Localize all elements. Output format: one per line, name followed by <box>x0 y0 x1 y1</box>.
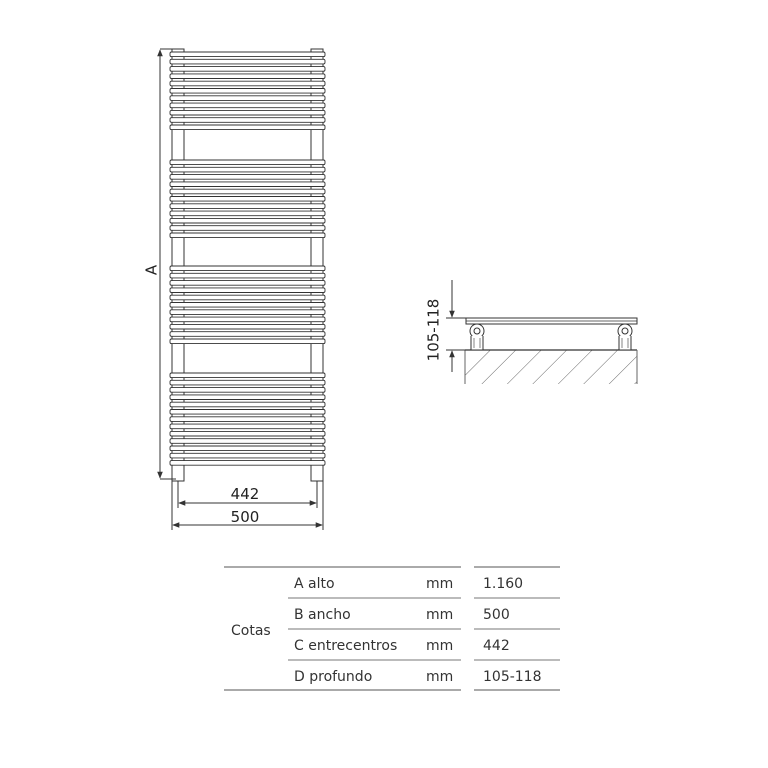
radiator-bar <box>170 59 325 64</box>
spec-unit-profundo: mm <box>426 669 454 685</box>
radiator-bar <box>170 388 325 393</box>
spec-unit-ancho: mm <box>426 607 454 623</box>
radiator-bar <box>170 233 325 238</box>
spec-value-alto: 1.160 <box>483 576 524 592</box>
radiator-bar <box>170 395 325 400</box>
width-dimensions <box>172 481 323 530</box>
spec-value-profundo: 105-118 <box>483 669 542 685</box>
radiator-bar <box>170 266 325 271</box>
radiator-bar <box>170 74 325 79</box>
depth-label: 105-118 <box>424 298 443 362</box>
height-label: A <box>142 264 161 276</box>
radiator-bar <box>170 182 325 187</box>
outer-width-label: 500 <box>230 508 260 526</box>
radiator-bar <box>170 439 325 444</box>
radiator-bar <box>170 417 325 422</box>
depth-dimension <box>425 280 467 372</box>
radiator-bar <box>170 332 325 337</box>
radiator-bar <box>170 204 325 209</box>
radiator-bar <box>170 339 325 344</box>
radiator-bar <box>170 189 325 194</box>
radiator-bar <box>170 96 325 101</box>
radiator-bar <box>170 446 325 451</box>
radiator-bar <box>170 453 325 458</box>
radiator-side-view <box>425 280 638 384</box>
radiator-bar <box>170 218 325 223</box>
radiator-bar <box>170 461 325 466</box>
spec-label-entrecentros: C entrecentros <box>294 638 398 654</box>
spec-unit-alto: mm <box>426 576 454 592</box>
spec-label-alto: A alto <box>294 576 335 592</box>
radiator-bar <box>170 160 325 165</box>
wall-hatch <box>465 350 637 384</box>
spec-unit-entrecentros: mm <box>426 638 454 654</box>
inner-width-label: 442 <box>230 485 260 503</box>
right-wall-bracket <box>618 324 632 350</box>
radiator-bar <box>170 125 325 130</box>
radiator-bar <box>170 324 325 329</box>
radiator-bar <box>170 431 325 436</box>
radiator-bars <box>170 52 325 465</box>
radiator-bar <box>170 402 325 407</box>
radiator-bar <box>170 310 325 315</box>
radiator-bar <box>170 67 325 72</box>
radiator-bar <box>170 110 325 115</box>
radiator-bar <box>170 211 325 216</box>
spec-value-entrecentros: 442 <box>483 638 510 654</box>
radiator-bar <box>170 380 325 385</box>
spec-label-ancho: B ancho <box>294 607 351 623</box>
spec-value-ancho: 500 <box>483 607 510 623</box>
spec-label-profundo: D profundo <box>294 669 373 685</box>
radiator-bar <box>170 89 325 94</box>
radiator-bar <box>170 288 325 293</box>
radiator-bar <box>170 273 325 278</box>
radiator-bar <box>170 281 325 286</box>
radiator-bar <box>170 295 325 300</box>
radiator-bar <box>170 118 325 123</box>
radiator-bar <box>170 52 325 57</box>
radiator-bar <box>170 317 325 322</box>
radiator-front-view <box>170 49 325 481</box>
radiator-bar <box>170 175 325 180</box>
radiator-bar <box>170 373 325 378</box>
radiator-bar <box>170 410 325 415</box>
radiator-bar <box>170 226 325 231</box>
radiator-bar <box>170 303 325 308</box>
radiator-bar <box>170 197 325 202</box>
radiator-bar <box>170 424 325 429</box>
radiator-bar <box>170 103 325 108</box>
radiator-bar <box>170 81 325 86</box>
specs-group-label: Cotas <box>231 623 271 639</box>
specs-table <box>224 567 560 690</box>
radiator-bar <box>170 167 325 172</box>
left-wall-bracket <box>470 324 484 350</box>
